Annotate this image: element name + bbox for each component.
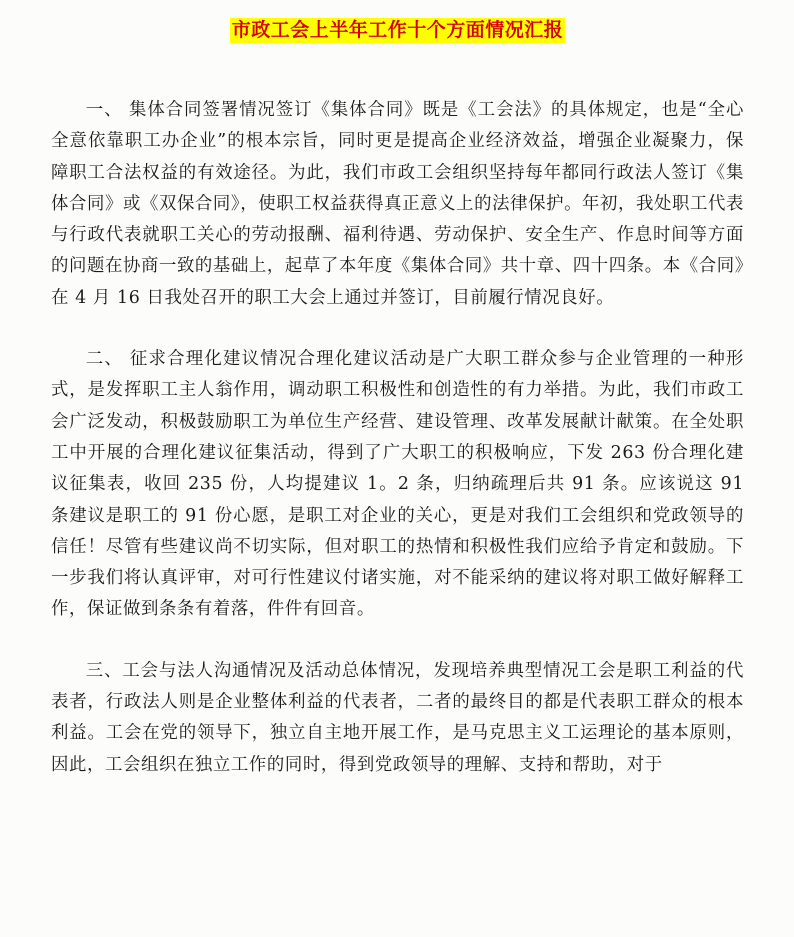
paragraph-1: 一、 集体合同签署情况签订《集体合同》既是《工会法》的具体规定，也是“全心全意依靠职工办企业”的根本宗旨，同时更是提高企业经济效益，增强企业凝聚力，保障职工合法权益的有效途径。为此，我们市政工会组织坚持每年都同行政法人签订《集体合同》或《双保合同》，使职工权益获得真正意义上的法律保护。年初，我处职工代表与行政代表就职工关心的劳动报酬、福利待遇、劳动保护、安全生产、作息时间等方面的问题在协商一致的基础上，起草了本年度《集体合同》共十章、四十四条。本《合同》在 4 月 16 日我处召开的职工大会上通过并签订，目前履行情况良好。 (51, 100, 744, 308)
document-title: 市政工会上半年工作十个方面情况汇报 (231, 19, 564, 41)
document-body (51, 95, 744, 781)
paragraph-3: 三、工会与法人沟通情况及活动总体情况，发现培养典型情况工会是职工利益的代表者，行政法人则是企业整体利益的代表者，二者的最终目的都是代表职工群众的根本利益。工会在党的领导下，独立自主地开展工作，是马克思主义工运理论的基本原则，因此，工会组织在独立工作的同时，得到党政领导的理解、支持和帮助，对于 (51, 660, 744, 775)
title-area (51, 0, 744, 44)
paragraph-2: 二、 征求合理化建议情况合理化建议活动是广大职工群众参与企业管理的一种形式，是发挥职工主人翁作用，调动职工积极性和创造性的有力举措。为此，我们市政工会广泛发动，积极鼓励职工为单位生产经营、建设管理、改革发展献计献策。在全处职工中开展的合理化建议征集活动，得到了广大职工的积极响应，下发 263 份合理化建议征集表，收回 235 份，人均提建议 1。2 条，归纳疏理后共 91 条。应该说这 91 条建议是职工的 91 份心愿，是职工对企业的关心，更是对我们工会组织和党政领导的信任！尽管有些建议尚不切实际，但对职工的热情和积极性我们应给予肯定和鼓励。下一步我们将认真评审，对可行性建议付诸实施，对不能采纳的建议将对职工做好解释工作，保证做到条条有着落，件件有回音。 (51, 349, 744, 620)
